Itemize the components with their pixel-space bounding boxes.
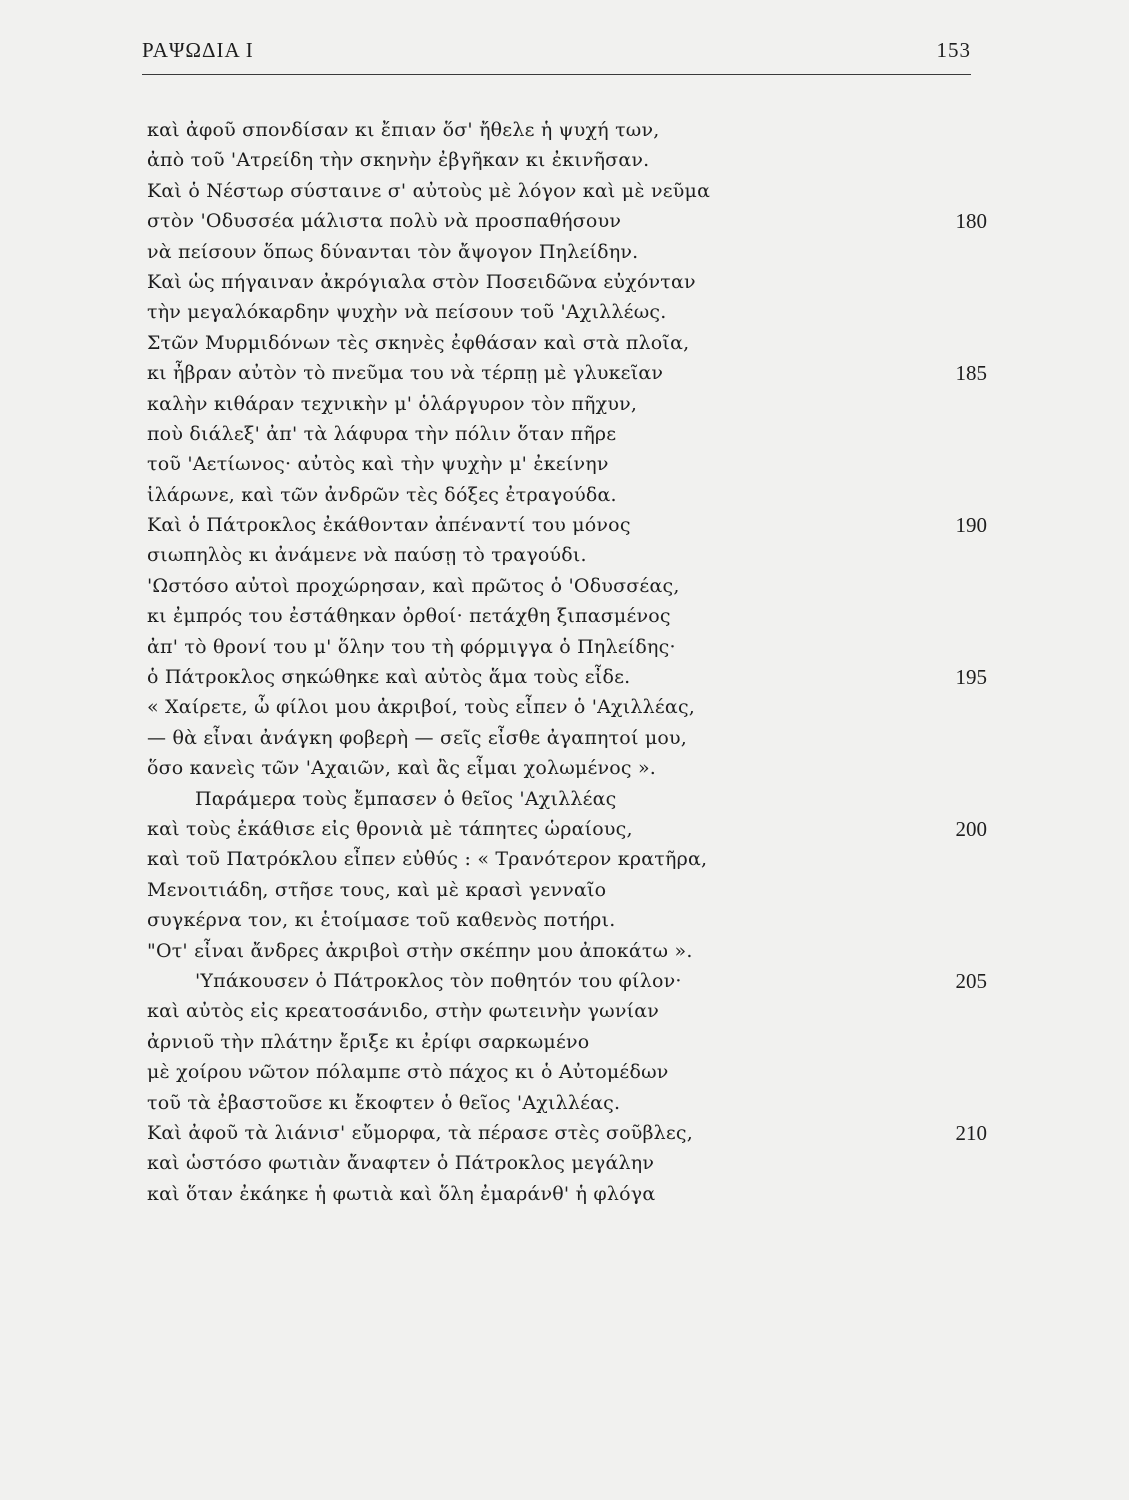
page-number: 153 xyxy=(936,38,971,62)
verse-text: καὶ τοῦ Πατρόκλου εἶπεν εὐθύς : « Τρανότερον κρατῆρα, xyxy=(147,848,708,871)
verse-text: "Οτ' εἶναι ἄνδρες ἀκριβοὶ στὴν σκέπην μου ἀποκάτω ». xyxy=(147,939,693,962)
verse-line xyxy=(147,206,987,236)
verse-line xyxy=(147,389,987,419)
verse-text: Καὶ ὁ Πάτροκλος ἐκάθονταν ἀπέναντί του μόνος xyxy=(147,514,631,537)
verse-text: κι ἐμπρός του ἐστάθηκαν ὀρθοί· πετάχθη ξιπασμένος xyxy=(147,605,671,628)
verse-text: καὶ αὐτὸς εἰς κρεατοσάνιδο, στὴν φωτεινὴν γωνίαν xyxy=(147,1000,660,1023)
verse-text: ἱλάρωνε, καὶ τῶν ἀνδρῶν τὲς δόξες ἐτραγούδα. xyxy=(147,483,617,506)
verse-text: τοῦ 'Αετίωνος· αὐτὸς καὶ τὴν ψυχὴν μ' ἐκείνην xyxy=(147,453,609,476)
line-number: 210 xyxy=(955,1120,987,1145)
verse-line xyxy=(147,540,987,570)
verse-line xyxy=(147,632,987,662)
verse-line xyxy=(147,1088,987,1118)
verse-text: 'Υπάκουσεν ὁ Πάτροκλος τὸν ποθητόν του φίλον· xyxy=(195,969,682,992)
verse-text: ὅσο κανεὶς τῶν 'Αχαιῶν, καὶ ἂς εἶμαι χολωμένος ». xyxy=(147,757,657,780)
verse-text: καὶ ἀφοῦ σπονδίσαν κι ἔπιαν ὅσ' ἤθελε ἡ ψυχή των, xyxy=(147,119,660,141)
verse-line xyxy=(147,966,987,996)
verse-line xyxy=(147,723,987,753)
line-number: 180 xyxy=(955,209,987,234)
verse-text: νὰ πείσουν ὅπως δύνανται τὸν ἄψογον Πηλείδην. xyxy=(147,240,639,263)
verse-line xyxy=(147,844,987,874)
verse-text: καλὴν κιθάραν τεχνικὴν μ' ὁλάργυρον τὸν πῆχυν, xyxy=(147,392,638,415)
line-number: 190 xyxy=(955,513,987,538)
verse-text: Καὶ ὡς πήγαιναν ἀκρόγιαλα στὸν Ποσειδῶνα εὐχόνταν xyxy=(147,270,696,293)
verse-line xyxy=(147,601,987,631)
verse-line xyxy=(147,176,987,206)
verse-line xyxy=(147,662,987,692)
verse-line xyxy=(147,267,987,297)
verse-text: — θὰ εἶναι ἀνάγκη φοβερὴ — σεῖς εἶσθε ἀγαπητοί μου, xyxy=(147,726,688,749)
chapter-title: ΡΑΨΩΔΙΑ Ι xyxy=(142,38,254,62)
verse-line xyxy=(147,1027,987,1057)
verse-line xyxy=(147,115,987,145)
line-number: 195 xyxy=(955,665,987,690)
verse-text: « Χαίρετε, ὦ φίλοι μου ἀκριβοί, τοὺς εἶπεν ὁ 'Αχιλλέας, xyxy=(147,696,696,719)
verse-line xyxy=(147,1118,987,1148)
verse-text: 'Ωστόσο αὐτοὶ προχώρησαν, καὶ πρῶτος ὁ 'Οδυσσέας, xyxy=(147,574,680,597)
verse-text: ἀρνιοῦ τὴν πλάτην ἔριξε κι ἐρίφι σαρκωμένο xyxy=(147,1030,590,1053)
running-head xyxy=(142,38,971,68)
verse-line xyxy=(147,784,987,814)
verse-line xyxy=(147,571,987,601)
verse-text: ποὺ διάλεξ' ἀπ' τὰ λάφυρα τὴν πόλιν ὅταν πῆρε xyxy=(147,422,617,445)
verse-line xyxy=(147,510,987,540)
header-rule xyxy=(142,74,971,75)
verse-line xyxy=(147,1179,987,1209)
verse-text: καὶ ὡστόσο φωτιὰν ἄναφτεν ὁ Πάτροκλος μεγάλην xyxy=(147,1152,655,1175)
verse-text: Παράμερα τοὺς ἔμπασεν ὁ θεῖος 'Αχιλλέας xyxy=(195,787,617,810)
line-number: 205 xyxy=(955,968,987,993)
verse-block xyxy=(147,115,987,1209)
verse-line xyxy=(147,936,987,966)
verse-line xyxy=(147,753,987,783)
verse-line xyxy=(147,1148,987,1178)
verse-line xyxy=(147,814,987,844)
verse-text: Μενοιτιάδη, στῆσε τους, καὶ μὲ κρασὶ γενναῖο xyxy=(147,878,607,901)
verse-text: Στῶν Μυρμιδόνων τὲς σκηνὲς ἐφθάσαν καὶ στὰ πλοῖα, xyxy=(147,331,690,354)
verse-text: τὴν μεγαλόκαρδην ψυχὴν νὰ πείσουν τοῦ 'Αχιλλέως. xyxy=(147,301,667,324)
line-number: 200 xyxy=(955,816,987,841)
verse-text: καὶ ὅταν ἐκάηκε ἡ φωτιὰ καὶ ὅλη ἐμαράνθ' ἡ φλόγα xyxy=(147,1182,656,1205)
verse-text: ἀπ' τὸ θρονί του μ' ὅλην του τὴ φόρμιγγα ὁ Πηλείδης· xyxy=(147,635,676,658)
verse-line xyxy=(147,328,987,358)
verse-line xyxy=(147,480,987,510)
verse-line xyxy=(147,1057,987,1087)
verse-text: Καὶ ὁ Νέστωρ σύσταινε σ' αὐτοὺς μὲ λόγον καὶ μὲ νεῦμα xyxy=(147,179,711,202)
verse-line xyxy=(147,297,987,327)
verse-text: ὁ Πάτροκλος σηκώθηκε καὶ αὐτὸς ἅμα τοὺς εἶδε. xyxy=(147,666,631,689)
verse-line xyxy=(147,905,987,935)
verse-line xyxy=(147,145,987,175)
verse-text: μὲ χοίρου νῶτον πόλαμπε στὸ πάχος κι ὁ Αὐτομέδων xyxy=(147,1061,669,1084)
line-number: 185 xyxy=(955,361,987,386)
verse-text: καὶ τοὺς ἐκάθισε εἰς θρονιὰ μὲ τάπητες ὡραίους, xyxy=(147,817,633,840)
verse-line xyxy=(147,692,987,722)
verse-text: Καὶ ἀφοῦ τὰ λιάνισ' εὔμορφα, τὰ πέρασε στὲς σοῦβλες, xyxy=(147,1121,694,1144)
verse-text: στὸν 'Οδυσσέα μάλιστα πολὺ νὰ προσπαθήσουν xyxy=(147,210,622,233)
verse-line xyxy=(147,358,987,388)
verse-line xyxy=(147,419,987,449)
verse-text: σιωπηλὸς κι ἀνάμενε νὰ παύσῃ τὸ τραγούδι. xyxy=(147,544,587,567)
verse-line xyxy=(147,449,987,479)
verse-text: ἀπὸ τοῦ 'Ατρείδη τὴν σκηνὴν ἐβγῆκαν κι ἐκινῆσαν. xyxy=(147,149,650,172)
verse-line xyxy=(147,875,987,905)
verse-line xyxy=(147,996,987,1026)
verse-text: κι ἦβραν αὐτὸν τὸ πνεῦμα του νὰ τέρπῃ μὲ γλυκεῖαν xyxy=(147,362,664,385)
verse-line xyxy=(147,237,987,267)
verse-text: συγκέρνα τον, κι ἑτοίμασε τοῦ καθενὸς ποτήρι. xyxy=(147,909,616,932)
verse-text: τοῦ τὰ ἐβαστοῦσε κι ἔκοφτεν ὁ θεῖος 'Αχιλλέας. xyxy=(147,1091,621,1114)
